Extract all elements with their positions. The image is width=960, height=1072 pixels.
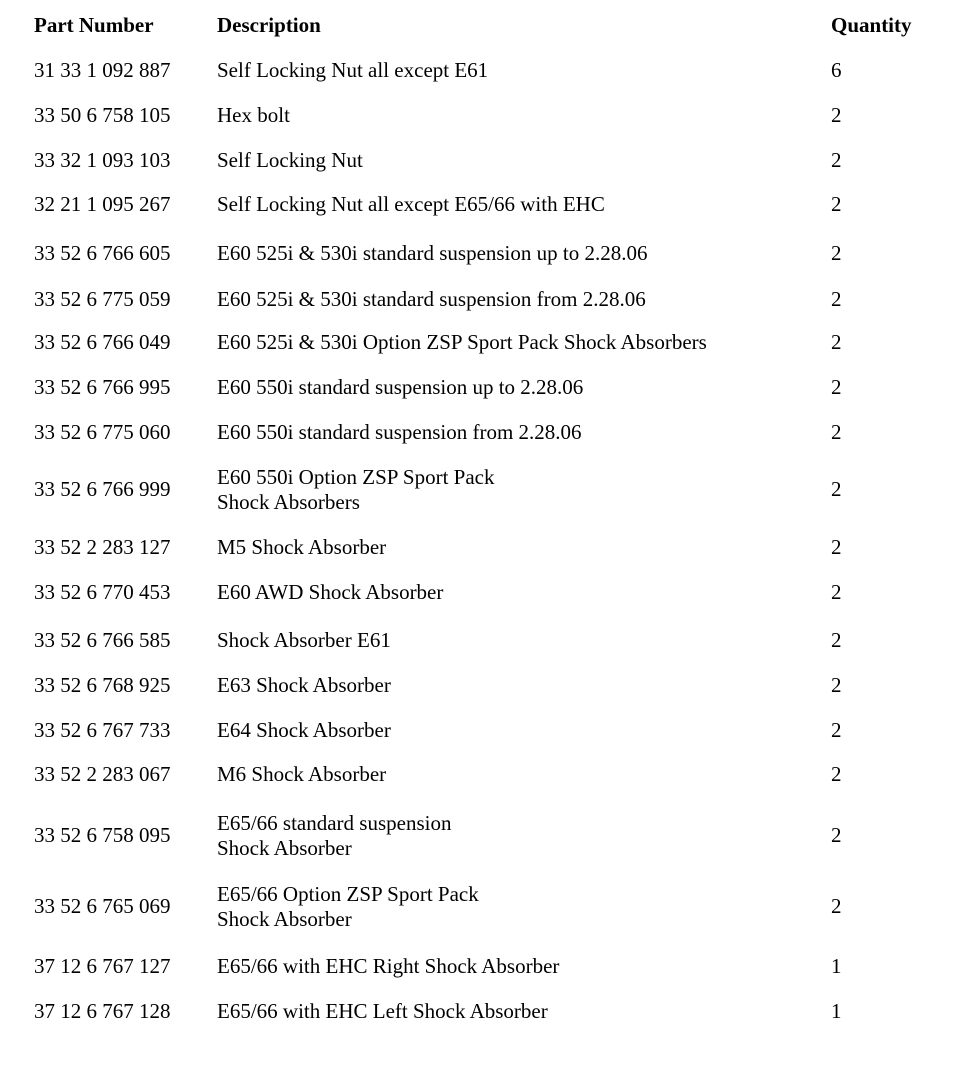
part-number-cell: 32 21 1 095 267 (34, 192, 171, 216)
description-line: Self Locking Nut (217, 148, 363, 172)
part-number-cell: 33 52 6 768 925 (34, 673, 171, 697)
description-line: E64 Shock Absorber (217, 718, 391, 742)
quantity-cell: 2 (831, 330, 842, 354)
description-line: E65/66 Option ZSP Sport Pack (217, 882, 479, 906)
description-line: E60 550i standard suspension from 2.28.06 (217, 420, 582, 444)
part-number-cell: 33 52 6 766 999 (34, 477, 171, 501)
part-number-cell: 33 50 6 758 105 (34, 103, 171, 127)
description-line: Shock Absorber (217, 836, 352, 860)
description-cell (217, 330, 707, 355)
description-line: E60 550i Option ZSP Sport Pack (217, 465, 495, 489)
description-cell (217, 762, 386, 787)
description-cell (217, 287, 646, 312)
part-number-cell: 33 52 6 766 585 (34, 628, 171, 652)
description-line: E65/66 with EHC Left Shock Absorber (217, 999, 548, 1023)
description-cell (217, 954, 559, 979)
part-number-cell: 33 52 6 775 059 (34, 287, 171, 311)
part-number-cell: 33 52 6 766 049 (34, 330, 171, 354)
description-line: Hex bolt (217, 103, 290, 127)
description-line: Self Locking Nut all except E65/66 with EHC (217, 192, 605, 216)
part-number-cell: 37 12 6 767 128 (34, 999, 171, 1023)
quantity-cell: 2 (831, 673, 842, 697)
description-cell (217, 628, 391, 653)
part-number-cell: 37 12 6 767 127 (34, 954, 171, 978)
description-cell (217, 673, 391, 698)
part-number-cell: 33 52 6 766 995 (34, 375, 171, 399)
header-description: Description (217, 13, 321, 37)
description-cell (217, 999, 548, 1024)
quantity-cell: 2 (831, 580, 842, 604)
description-cell (217, 241, 647, 266)
part-number-cell: 33 52 6 770 453 (34, 580, 171, 604)
description-cell (217, 718, 391, 743)
part-number-cell: 33 32 1 093 103 (34, 148, 171, 172)
quantity-cell: 1 (831, 954, 842, 978)
quantity-cell: 2 (831, 823, 842, 847)
description-line: E60 525i & 530i standard suspension up to 2.28.06 (217, 241, 648, 265)
header-part-number: Part Number (34, 13, 154, 37)
description-line: Shock Absorbers (217, 490, 360, 514)
description-line: Shock Absorber (217, 907, 352, 931)
description-line: Self Locking Nut all except E61 (217, 58, 489, 82)
description-cell (217, 420, 582, 445)
quantity-cell: 2 (831, 718, 842, 742)
quantity-cell: 2 (831, 375, 842, 399)
description-cell (217, 103, 290, 128)
description-line: E60 525i & 530i Option ZSP Sport Pack Shock Absorbers (217, 330, 707, 354)
part-number-cell: 33 52 6 766 605 (34, 241, 171, 265)
description-cell (217, 192, 605, 217)
quantity-cell: 2 (831, 894, 842, 918)
description-line: E63 Shock Absorber (217, 673, 391, 697)
quantity-cell: 2 (831, 103, 842, 127)
quantity-cell: 1 (831, 999, 842, 1023)
quantity-cell: 2 (831, 535, 842, 559)
quantity-cell: 2 (831, 192, 842, 216)
quantity-cell: 2 (831, 148, 842, 172)
description-line: M5 Shock Absorber (217, 535, 387, 559)
description-line: E60 525i & 530i standard suspension from 2.28.06 (217, 287, 646, 311)
part-number-cell: 33 52 6 767 733 (34, 718, 171, 742)
header-quantity: Quantity (831, 13, 912, 37)
part-number-cell: 31 33 1 092 887 (34, 58, 171, 82)
description-cell (217, 375, 583, 400)
part-number-cell: 33 52 6 758 095 (34, 823, 171, 847)
quantity-cell: 2 (831, 287, 842, 311)
description-cell (217, 58, 488, 83)
part-number-cell: 33 52 6 765 069 (34, 894, 171, 918)
description-line: E65/66 with EHC Right Shock Absorber (217, 954, 560, 978)
description-cell (217, 148, 363, 173)
description-cell (217, 811, 451, 861)
quantity-cell: 2 (831, 241, 842, 265)
quantity-cell: 6 (831, 58, 842, 82)
quantity-cell: 2 (831, 477, 842, 501)
quantity-cell: 2 (831, 420, 842, 444)
part-number-cell: 33 52 2 283 127 (34, 535, 171, 559)
description-cell (217, 535, 386, 560)
description-cell (217, 465, 494, 515)
description-line: E60 550i standard suspension up to 2.28.06 (217, 375, 584, 399)
description-line: Shock Absorber E61 (217, 628, 391, 652)
description-cell (217, 580, 443, 605)
quantity-cell: 2 (831, 762, 842, 786)
description-cell (217, 882, 479, 932)
part-number-cell: 33 52 6 775 060 (34, 420, 171, 444)
part-number-cell: 33 52 2 283 067 (34, 762, 171, 786)
quantity-cell: 2 (831, 628, 842, 652)
description-line: M6 Shock Absorber (217, 762, 387, 786)
description-line: E60 AWD Shock Absorber (217, 580, 444, 604)
description-line: E65/66 standard suspension (217, 811, 452, 835)
